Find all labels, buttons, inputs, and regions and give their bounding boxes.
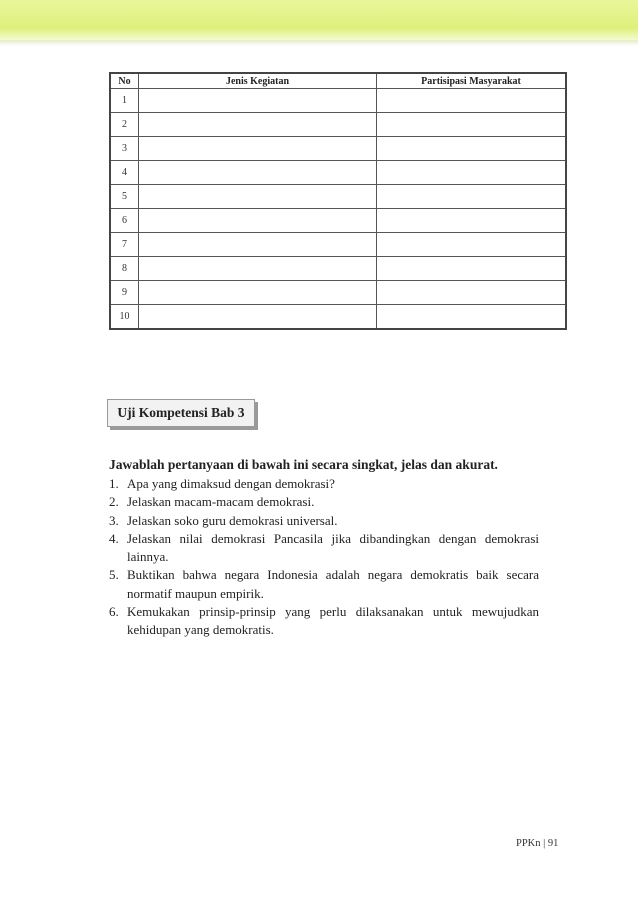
table-header-row <box>110 73 566 89</box>
cell-jenis-kegiatan[interactable] <box>139 305 377 330</box>
row-number: 7 <box>110 233 139 257</box>
table-row <box>110 233 566 257</box>
table-row <box>110 185 566 209</box>
cell-jenis-kegiatan[interactable] <box>139 185 377 209</box>
cell-partisipasi[interactable] <box>377 185 567 209</box>
cell-jenis-kegiatan[interactable] <box>139 113 377 137</box>
column-header-partisipasi: Partisipasi Masyarakat <box>377 73 567 89</box>
question-text: Jelaskan soko guru demokrasi universal. <box>127 512 338 528</box>
row-number: 8 <box>110 257 139 281</box>
table-row <box>110 113 566 137</box>
cell-partisipasi[interactable] <box>377 233 567 257</box>
question-number: 3. <box>109 512 119 528</box>
column-header-no: No <box>110 73 139 89</box>
table-row <box>110 209 566 233</box>
cell-partisipasi[interactable] <box>377 257 567 281</box>
question-text: Jelaskan macam-macam demokrasi. <box>127 494 315 510</box>
question-number: 6. <box>109 604 119 620</box>
question-number: 1. <box>109 476 119 491</box>
cell-jenis-kegiatan[interactable] <box>139 233 377 257</box>
table-row <box>110 161 566 185</box>
row-number: 4 <box>110 161 139 185</box>
list-item <box>109 493 539 511</box>
question-text: Jelaskan nilai demokrasi Pancasila jika dibandingkan dengan demokrasi lainnya. <box>127 530 539 565</box>
row-number: 10 <box>110 305 139 330</box>
question-number: 5. <box>109 567 119 583</box>
competency-heading: Uji Kompetensi Bab 3 <box>117 405 245 420</box>
cell-jenis-kegiatan[interactable] <box>139 137 377 161</box>
cell-jenis-kegiatan[interactable] <box>139 161 377 185</box>
question-text: Kemukakan prinsip-prinsip yang perlu dilaksanakan untuk mewujudkan kehidupan yang demokratis. <box>127 604 539 638</box>
row-number: 5 <box>110 185 139 209</box>
table-row <box>110 89 566 113</box>
cell-jenis-kegiatan[interactable] <box>139 257 377 281</box>
cell-partisipasi[interactable] <box>377 209 567 233</box>
list-item <box>109 566 539 603</box>
row-number: 1 <box>110 89 139 113</box>
activity-table <box>109 72 567 330</box>
row-number: 2 <box>110 113 139 137</box>
list-item <box>109 603 539 640</box>
question-number: 4. <box>109 530 119 546</box>
table-row <box>110 137 566 161</box>
column-header-jenis-kegiatan: Jenis Kegiatan <box>139 73 377 89</box>
list-item <box>109 512 539 530</box>
top-header-band <box>0 0 638 40</box>
list-item <box>109 475 539 493</box>
cell-jenis-kegiatan[interactable] <box>139 209 377 233</box>
row-number: 3 <box>110 137 139 161</box>
cell-jenis-kegiatan[interactable] <box>139 89 377 113</box>
table-row <box>110 281 566 305</box>
row-number: 9 <box>110 281 139 305</box>
page-number: PPKn | 91 <box>516 838 559 849</box>
cell-partisipasi[interactable] <box>377 161 567 185</box>
question-text: Apa yang dimaksud dengan demokrasi? <box>127 476 335 491</box>
row-number: 6 <box>110 209 139 233</box>
cell-partisipasi[interactable] <box>377 89 567 113</box>
question-text: Buktikan bahwa negara Indonesia adalah negara demokratis baik secara normatif maupun empirik. <box>127 567 539 601</box>
table-row <box>110 305 566 330</box>
cell-partisipasi[interactable] <box>377 113 567 137</box>
question-list <box>109 475 539 640</box>
question-number: 2. <box>109 494 119 510</box>
table-row <box>110 257 566 281</box>
cell-partisipasi[interactable] <box>377 305 567 330</box>
instruction-text: Jawablah pertanyaan di bawah ini secara singkat, jelas dan akurat. <box>109 457 498 472</box>
list-item <box>109 530 539 567</box>
cell-jenis-kegiatan[interactable] <box>139 281 377 305</box>
cell-partisipasi[interactable] <box>377 281 567 305</box>
competency-heading-box <box>107 399 255 427</box>
cell-partisipasi[interactable] <box>377 137 567 161</box>
